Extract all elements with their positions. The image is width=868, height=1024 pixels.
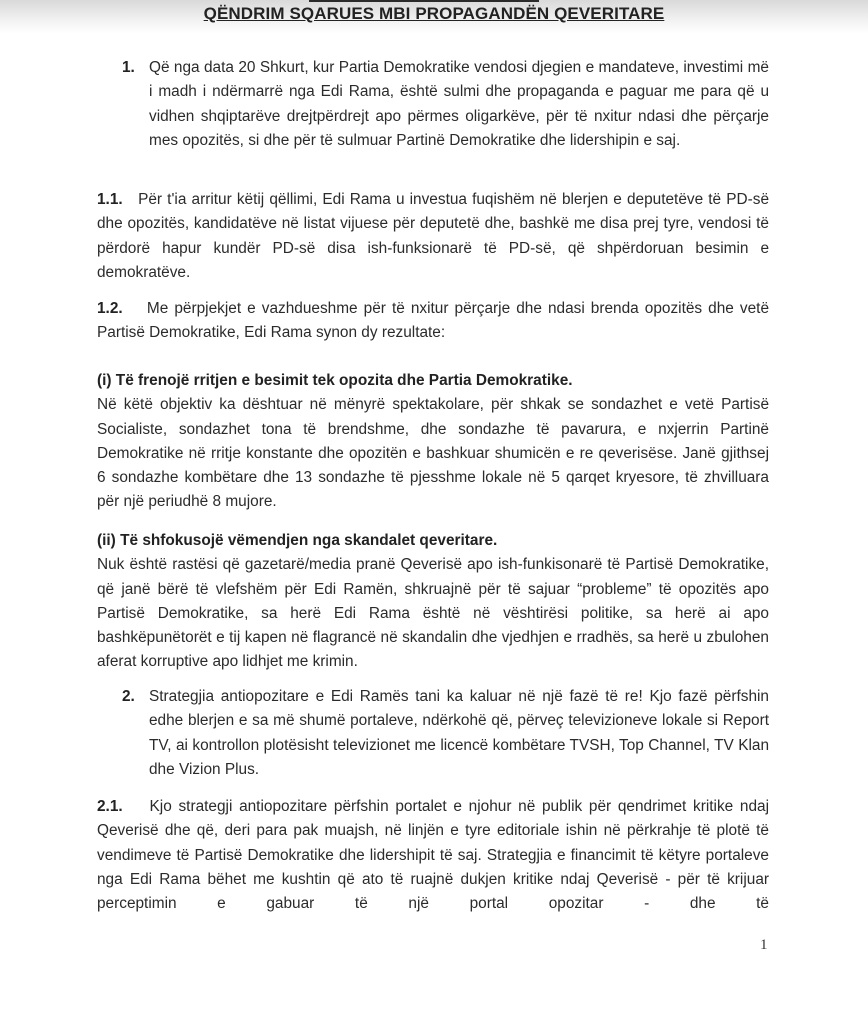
section-text: Kjo strategji antiopozitare përfshin portalet e njohur në publik për qendrimet kritike ndaj Qeverisë dhe që, deri para pak muajsh, në linjën e tyre editoriale ishin në përkrahje të plotë të vendimeve të Partisë Demokratike dhe lidershipit të saj. Strategjia e financimit të këtyre portaleve nga Edi Rama bëhet me kushtin që ato të ruajnë dukjen kritike ndaj Qeverisë - për të krijuar perceptimin e gabuar të një portal opozitar - dhe të xyxy=(97,798,770,913)
section-number: 2.1. xyxy=(97,798,123,815)
section-number: 1.2. xyxy=(97,300,123,317)
subsection-heading: (ii) Të shfokusojë vëmendjen nga skandalet qeveritare. xyxy=(97,532,498,549)
previous-heading-underline xyxy=(309,0,539,2)
section-number: 1.1. xyxy=(97,191,123,208)
section-1-1 xyxy=(97,188,769,285)
section-text: Strategjia antiopozitare e Edi Ramës tani ka kaluar në një fazë të re! Kjo fazë përfshin edhe blerjen e sa më shumë portaleve, ndërkohë që, përveç televizioneve lokale si Report TV, ai kontrollon plotësisht televizionet me licencë kombëtare TVSH, Top Channel, TV Klan dhe Vizion Plus. xyxy=(149,688,769,778)
section-1 xyxy=(122,56,769,153)
section-text: Me përpjekjet e vazhdueshme për të nxitur përçarje dhe ndasi brenda opozitës dhe vetë Partisë Demokratike, Edi Rama synon dy rezultate: xyxy=(97,300,770,342)
subsection-heading: (i) Të frenojë rritjen e besimit tek opozita dhe Partia Demokratike. xyxy=(97,372,573,389)
section-number: 1. xyxy=(122,59,135,76)
section-text: Që nga data 20 Shkurt, kur Partia Demokratike vendosi djegien e mandateve, investimi më i madh i ndërmarrë nga Edi Rama, është sulmi dhe propaganda e paguar me para që u vidhen shqiptarëve drejtpërdrejt apo përmes oligarkëve, për të nxitur ndasi dhe përçarje mes opozitës, si dhe për të sulmuar Partinë Demokratike dhe lidershipin e saj. xyxy=(149,59,769,149)
subsection-i xyxy=(97,369,769,515)
page-number: 1 xyxy=(760,937,768,953)
subsection-ii xyxy=(97,529,769,675)
section-2 xyxy=(122,685,769,782)
section-1-2 xyxy=(97,297,769,346)
section-2-1 xyxy=(97,795,769,916)
document-title: QËNDRIM SQARUES MBI PROPAGANDËN QEVERITARE xyxy=(203,4,665,23)
subsection-text: Në këtë objektiv ka dështuar në mënyrë spektakolare, për shkak se sondazhet e vetë Partisë Socialiste, sondazhet tona të brendshme, dhe sondazhe të pavarura, e nxjerrin Partinë Demokratike në rritje konstante dhe opozitën e bashkuar shumicën e re qeverisëse. Janë gjithsej 6 sondazhe kombëtare dhe 13 sondazhe të pjesshme lokale në 5 qarqet kryesore, të zhvilluara për një periudhë 8 mujore. xyxy=(97,396,769,511)
section-text: Për t'ia arritur këtij qëllimi, Edi Rama u investua fuqishëm në blerjen e deputetëve të PD-së dhe opozitës, kandidatëve në listat vijuese për deputetë dhe, bashkë me disa prej tyre, vendosi të përdorë hapur kundër PD-së disa ish-funksionarë të PD-së, që shpërdoruan besimin e demokratëve. xyxy=(97,191,770,281)
subsection-text: Nuk është rastësi që gazetarë/media pranë Qeverisë apo ish-funkisonarë të Partisë Demokratike, që janë bërë të vlefshëm për Edi Ramën, shkruajnë për të sajuar “probleme” të opozitës apo Partisë Demokratike, sa herë Edi Rama është në vështirësi politike, sa herë ai apo bashkëpunëtorët e tij kapen në flagrancë në skandalin dhe vjedhjen e rradhës, sa herë u zbulohen aferat korruptive apo lidhjet me krimin. xyxy=(97,556,769,671)
section-number: 2. xyxy=(122,688,135,705)
